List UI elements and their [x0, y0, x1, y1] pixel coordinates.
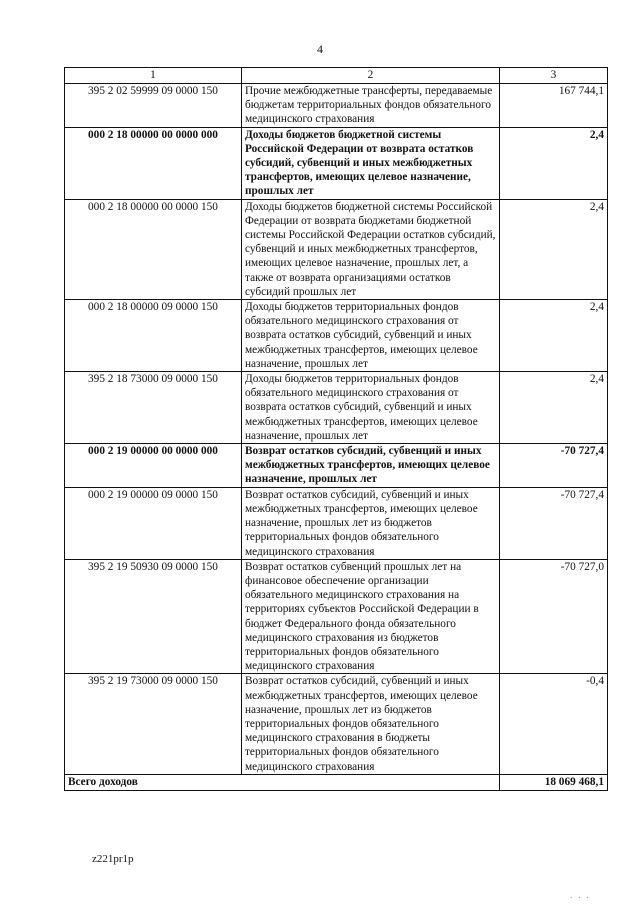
- amount-cell: -70 727,4: [500, 487, 608, 559]
- name-cell: Возврат остатков субсидий, субвенций и иных межбюджетных трансфертов, имеющих целевое назначение, прошлых лет из бюджетов территориальных фондов обязательного медицинского страхования: [242, 487, 500, 559]
- name-cell: Доходы бюджетов бюджетной системы Российской Федерации от возврата остатков субсидий, субвенций и иных межбюджетных трансфертов, имеющих целевое назначение, прошлых лет: [242, 127, 500, 199]
- total-label: Всего доходов: [65, 774, 500, 790]
- page-number: 4: [317, 42, 323, 56]
- code-cell: 395 2 18 73000 09 0000 150: [65, 372, 242, 444]
- column-header-name: 2: [242, 68, 500, 84]
- amount-cell: 167 744,1: [500, 84, 608, 128]
- code-cell: 000 2 19 00000 00 0000 000: [65, 444, 242, 488]
- table-row: [65, 127, 608, 199]
- table-body: [65, 84, 608, 775]
- code-cell: 000 2 19 00000 09 0000 150: [65, 487, 242, 559]
- code-cell: 000 2 18 00000 09 0000 150: [65, 300, 242, 372]
- table-row: [65, 487, 608, 559]
- table-row: [65, 559, 608, 674]
- code-cell: 000 2 18 00000 00 0000 150: [65, 199, 242, 299]
- document-code: z221pr1p: [92, 853, 134, 865]
- code-cell: 000 2 18 00000 00 0000 000: [65, 127, 242, 199]
- table-header-row: [65, 68, 608, 84]
- table-row: [65, 84, 608, 128]
- code-cell: 395 2 19 50930 09 0000 150: [65, 559, 242, 674]
- name-cell: Прочие межбюджетные трансферты, передаваемые бюджетам территориальных фондов обязательного медицинского страхования: [242, 84, 500, 128]
- amount-cell: 2,4: [500, 127, 608, 199]
- amount-cell: -70 727,0: [500, 559, 608, 674]
- amount-cell: -70 727,4: [500, 444, 608, 488]
- table-row: [65, 674, 608, 774]
- name-cell: Возврат остатков субсидий, субвенций и иных межбюджетных трансфертов, имеющих целевое назначение, прошлых лет из бюджетов территориальных фондов обязательного медицинского страхования в бюджеты территориальных фондов обязательного медицинского страхования: [242, 674, 500, 774]
- name-cell: Возврат остатков субсидий, субвенций и иных межбюджетных трансфертов, имеющих целевое назначение, прошлых лет: [242, 444, 500, 488]
- column-header-code: 1: [65, 68, 242, 84]
- name-cell: Доходы бюджетов территориальных фондов обязательного медицинского страхования от возврата остатков субсидий, субвенций и иных межбюджетных трансфертов, имеющих целевое назначение, прошлых лет: [242, 372, 500, 444]
- scan-artifact: · · ·: [570, 894, 591, 902]
- amount-cell: 2,4: [500, 300, 608, 372]
- table-row: [65, 199, 608, 299]
- table-row: [65, 300, 608, 372]
- table-row: [65, 444, 608, 488]
- total-row: [65, 774, 608, 790]
- name-cell: Доходы бюджетов бюджетной системы Российской Федерации от возврата бюджетами бюджетной системы Российской Федерации остатков субсидий, субвенций и иных межбюджетных трансфертов, имеющих целевое назначение, прошлых лет, а также от возврата организациями остатков субсидий прошлых лет: [242, 199, 500, 299]
- revenue-table: [64, 67, 608, 791]
- amount-cell: 2,4: [500, 199, 608, 299]
- column-header-amount: 3: [500, 68, 608, 84]
- amount-cell: 2,4: [500, 372, 608, 444]
- table-row: [65, 372, 608, 444]
- total-amount: 18 069 468,1: [500, 774, 608, 790]
- code-cell: 395 2 19 73000 09 0000 150: [65, 674, 242, 774]
- name-cell: Доходы бюджетов территориальных фондов обязательного медицинского страхования от возврата остатков субсидий, субвенций и иных межбюджетных трансфертов, имеющих целевое назначение, прошлых лет: [242, 300, 500, 372]
- amount-cell: -0,4: [500, 674, 608, 774]
- code-cell: 395 2 02 59999 09 0000 150: [65, 84, 242, 128]
- name-cell: Возврат остатков субвенций прошлых лет на финансовое обеспечение организации обязательного медицинского страхования на территориях субъектов Российской Федерации в бюджет Федерального фонда обязательного медицинского страхования из бюджетов территориальных фондов обязательного медицинского страхования: [242, 559, 500, 674]
